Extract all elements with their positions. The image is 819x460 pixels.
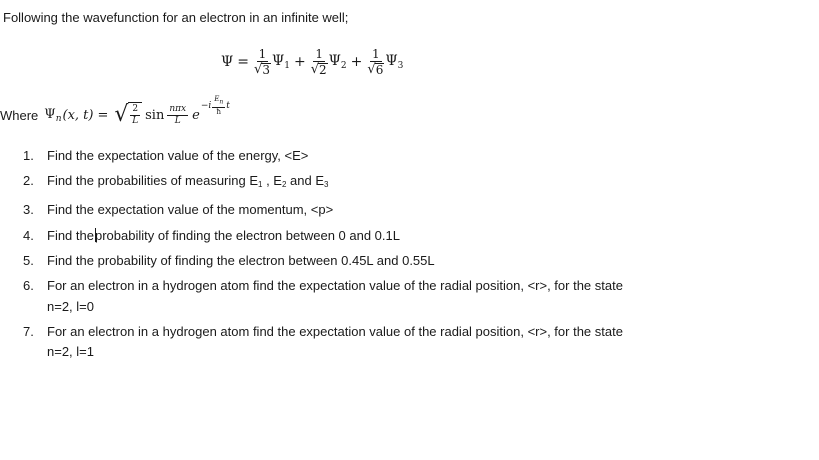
state-psi: $\Psi_1$ <box>271 53 290 71</box>
sin-argument <box>167 105 188 126</box>
list-item-text: Find the expectation value of the energy, <E> <box>47 148 309 163</box>
coefficient-numerator: 1 <box>315 47 323 61</box>
list-item-text: For an electron in a hydrogen atom find the expectation value of the radial position, <r>, for the state n=2, l=0 <box>47 277 623 314</box>
list-item <box>0 322 819 363</box>
questions-list <box>0 146 819 368</box>
state-psi: $\Psi_2$ <box>328 53 347 71</box>
sqrt-sign-icon: √ <box>114 102 129 127</box>
equals-sign: = <box>237 54 250 70</box>
coefficient-numerator: 1 <box>258 47 267 61</box>
list-item <box>0 251 819 272</box>
superposition-equation <box>221 42 403 82</box>
sin-argument-numerator: nπx <box>169 103 187 114</box>
psi-symbol: Ψ <box>221 54 234 70</box>
list-number: 2. <box>23 173 34 189</box>
coefficient-fraction <box>254 48 271 76</box>
coefficient-denominator <box>367 62 384 76</box>
list-item <box>0 226 819 247</box>
list-number: 3. <box>23 202 34 218</box>
coefficient-fraction <box>311 48 328 76</box>
list-item <box>0 200 819 221</box>
exponent-prefix: −i <box>200 100 212 111</box>
radicand: 2 <box>319 63 327 77</box>
coefficient-denominator <box>311 62 328 76</box>
list-number: 6. <box>23 277 34 293</box>
function-args: (x, t) <box>62 107 94 123</box>
list-item-text: Find the expectation value of the momentum, <p> <box>47 202 334 218</box>
state-psi: $\Psi_3$ <box>385 53 404 71</box>
equals-sign: = <box>97 107 109 123</box>
normalization-sqrt <box>114 102 142 128</box>
plus-sign: + <box>350 54 363 70</box>
list-number: 1. <box>23 148 34 163</box>
exponent-suffix: t <box>226 100 230 111</box>
sin-function: sin <box>145 107 165 123</box>
exponent-numerator: $E_n$ <box>214 95 224 106</box>
psi-n-symbol: $\Psi_n$ <box>44 106 62 124</box>
exponential-base: e <box>192 107 200 123</box>
exponent <box>201 96 230 115</box>
coefficient-denominator <box>254 62 271 76</box>
list-item-text[interactable]: Find theprobability of finding the electron between 0 and 0.1L <box>47 227 400 243</box>
list-item-text: Find the probability of finding the electron between 0.45L and 0.55L <box>47 252 435 268</box>
sqrt-sign-icon: √ <box>310 62 319 77</box>
exponent-denominator: ħ <box>216 107 222 116</box>
list-number: 7. <box>23 323 34 339</box>
intro-text: Following the wavefunction for an electron in an infinite well; <box>3 10 349 25</box>
list-item <box>0 146 819 167</box>
eigenfunction-formula <box>44 95 230 128</box>
plus-sign: + <box>293 54 306 70</box>
normalization-denominator: L <box>132 116 139 126</box>
wavefunction-definition <box>0 97 230 133</box>
normalization-fraction <box>130 105 140 126</box>
list-item <box>0 276 819 317</box>
radicand: 3 <box>262 63 270 77</box>
where-label: Where <box>0 107 39 123</box>
sqrt-sign-icon: √ <box>254 62 263 77</box>
radicand: 6 <box>375 63 384 77</box>
normalization-numerator: 2 <box>132 104 139 114</box>
sqrt-sign-icon: √ <box>367 62 376 77</box>
sin-argument-denominator: L <box>174 115 181 126</box>
list-item <box>0 171 819 196</box>
exponent-fraction <box>212 96 225 115</box>
list-number: 5. <box>23 252 34 268</box>
coefficient-numerator: 1 <box>372 47 380 61</box>
list-item-text: For an electron in a hydrogen atom find the expectation value of the radial position, <r>, for the state n=2, l=1 <box>47 323 623 360</box>
list-number: 4. <box>23 227 34 243</box>
coefficient-fraction <box>367 48 384 76</box>
list-item-text: Find the probabilities of measuring $E_1$ , $E_2$ and $E_3$ <box>47 173 329 190</box>
